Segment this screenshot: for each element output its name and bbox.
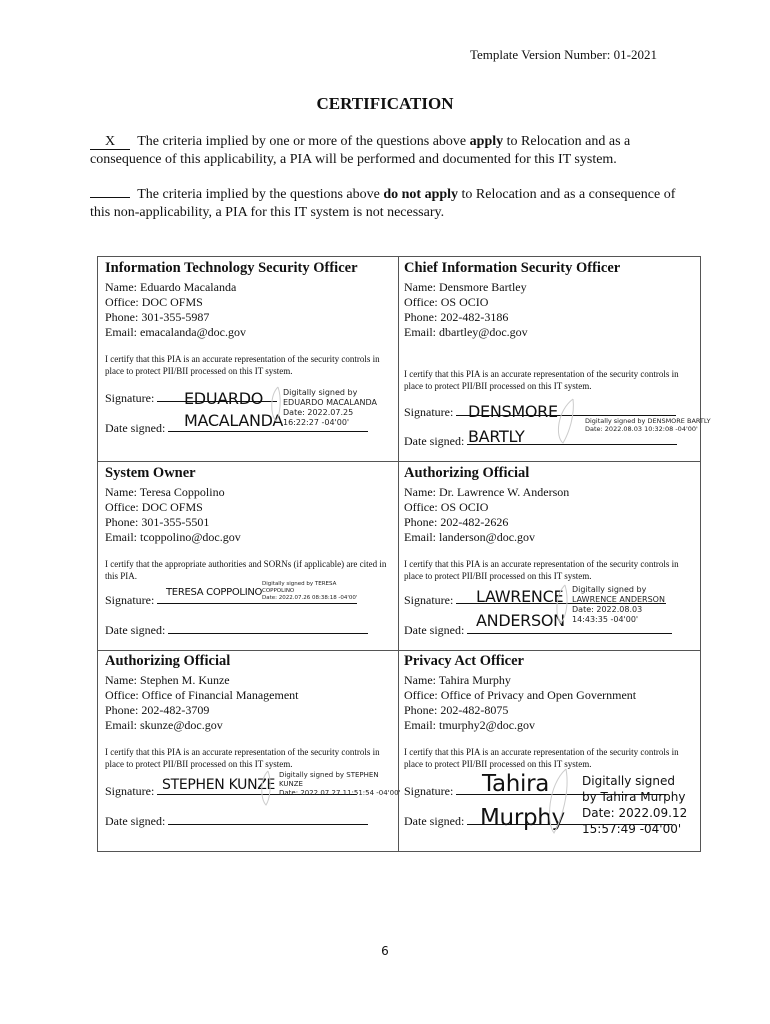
meta-line: Date: 2022.08.03 10:32:08 -04'00' xyxy=(585,425,698,433)
official-email: Email: emacalanda@doc.gov xyxy=(105,325,246,339)
date-line xyxy=(105,814,368,829)
meta-line: Digitally signed by TERESA xyxy=(262,581,337,587)
cell-it-security-officer xyxy=(105,260,401,377)
official-phone: Phone: 301-355-5987 xyxy=(105,310,210,324)
digital-signature-meta xyxy=(283,388,377,428)
signature-label: Signature: xyxy=(404,784,454,798)
meta-line: 15:57:49 -04'00' xyxy=(582,822,682,836)
official-email: Email: tmurphy2@doc.gov xyxy=(404,718,536,732)
meta-line: KUNZE xyxy=(279,780,303,788)
role-title: System Owner xyxy=(105,465,196,481)
meta-line: Date: 2022.09.12 xyxy=(582,806,688,820)
date-label: Date signed: xyxy=(105,814,166,828)
signature-mark-icon xyxy=(258,769,278,809)
meta-line: Date: 2022.07.27 11:51:54 -04'00' xyxy=(279,789,401,797)
criteria-not-apply-text-before: The criteria implied by the questions above xyxy=(134,187,384,202)
signature-label: Signature: xyxy=(105,784,155,798)
signature-name-line1: EDUARDO xyxy=(184,389,264,408)
official-email: Email: tcoppolino@doc.gov xyxy=(105,530,241,544)
role-title: Information Technology Security Officer xyxy=(105,260,358,276)
date-label: Date signed: xyxy=(105,623,166,637)
signature-name-line2: ANDERSON xyxy=(476,611,565,630)
date-line xyxy=(105,623,368,638)
signature-label: Signature: xyxy=(404,405,454,419)
date-underline xyxy=(168,623,368,634)
signature-name-line2: MACALANDA xyxy=(184,411,284,430)
signature-name-line2: Murphy xyxy=(480,805,565,831)
date-label: Date signed: xyxy=(105,421,166,435)
official-name: Name: Dr. Lawrence W. Anderson xyxy=(404,485,570,499)
signature-mark-icon xyxy=(544,767,574,837)
meta-line: Digitally signed xyxy=(582,774,675,788)
meta-line: Digitally signed by DENSMORE BARTLY xyxy=(585,417,711,425)
criteria-not-apply-mark xyxy=(90,197,130,198)
cell-privacy-act-officer xyxy=(404,653,700,770)
digital-signature-meta xyxy=(572,585,665,625)
digital-signature-meta xyxy=(279,771,400,798)
certification-statement: I certify that this PIA is an accurate representation of the security controls in place to protect PII/BII processed on this IT system. xyxy=(404,559,679,581)
grid-divider-row-1 xyxy=(98,461,700,462)
meta-line: LAWRENCE ANDERSON xyxy=(572,595,665,604)
cell-authorizing-official-anderson xyxy=(404,465,700,582)
criteria-not-apply-bold: do not apply xyxy=(383,187,459,202)
official-name: Name: Eduardo Macalanda xyxy=(105,280,237,294)
meta-line: COPPOLINO xyxy=(262,588,295,594)
official-name: Name: Teresa Coppolino xyxy=(105,485,225,499)
date-underline xyxy=(168,814,368,825)
meta-line: Date: 2022.08.03 xyxy=(572,605,643,614)
digital-signature-meta xyxy=(585,417,711,433)
official-phone: Phone: 202-482-2626 xyxy=(404,515,509,529)
cell-chief-information-security-officer xyxy=(404,260,700,392)
digital-signature-meta xyxy=(262,581,357,602)
meta-line: by Tahira Murphy xyxy=(582,790,686,804)
signature-name-line1: STEPHEN KUNZE xyxy=(162,777,276,793)
criteria-apply-text-before: The criteria implied by one or more of the questions above xyxy=(134,134,470,149)
date-line xyxy=(404,434,677,449)
official-email: Email: skunze@doc.gov xyxy=(105,718,223,732)
certification-statement: I certify that this PIA is an accurate representation of the security controls in place to protect PII/BII processed on this IT system. xyxy=(105,747,380,769)
signature-name-line1: TERESA COPPOLINO xyxy=(166,587,263,598)
official-office: Office: OS OCIO xyxy=(404,500,489,514)
official-email: Email: landerson@doc.gov xyxy=(404,530,536,544)
criteria-not-apply-text-after: to Relocation and as a consequence of this non-applicability, a PIA for this IT system is not necessary. xyxy=(90,187,676,220)
criteria-apply-mark: X xyxy=(90,135,130,150)
official-name: Name: Stephen M. Kunze xyxy=(105,673,230,687)
date-label: Date signed: xyxy=(404,434,465,448)
official-phone: Phone: 202-482-3186 xyxy=(404,310,509,324)
official-office: Office: DOC OFMS xyxy=(105,500,203,514)
meta-line: Digitally signed by xyxy=(283,388,358,397)
page-title: CERTIFICATION xyxy=(316,94,454,113)
signature-mark-icon xyxy=(553,583,573,627)
criteria-apply-bold: apply xyxy=(469,134,504,149)
signature-name-line2: BARTLY xyxy=(468,427,525,446)
certification-statement: I certify that this PIA is an accurate representation of the security controls in place to protect PII/BII processed on this IT system. xyxy=(105,354,380,376)
role-title: Authorizing Official xyxy=(105,653,231,669)
role-title: Chief Information Security Officer xyxy=(404,260,621,276)
official-office: Office: DOC OFMS xyxy=(105,295,203,309)
certification-statement: I certify that this PIA is an accurate representation of the security controls in place to protect PII/BII processed on this IT system. xyxy=(404,369,679,391)
criteria-not-apply xyxy=(90,186,690,222)
official-email: Email: dbartley@doc.gov xyxy=(404,325,528,339)
meta-line: 16:22:27 -04'00' xyxy=(283,418,350,427)
official-phone: Phone: 202-482-3709 xyxy=(105,703,210,717)
digital-signature-meta xyxy=(582,773,687,837)
date-label: Date signed: xyxy=(404,814,465,828)
official-phone: Phone: 301-355-5501 xyxy=(105,515,210,529)
role-title: Authorizing Official xyxy=(404,465,530,481)
signature-name-line1: DENSMORE xyxy=(468,402,558,421)
meta-line: 14:43:35 -04'00' xyxy=(572,615,639,624)
meta-line: EDUARDO MACALANDA xyxy=(283,398,377,407)
signature-label: Signature: xyxy=(105,593,155,607)
official-phone: Phone: 202-482-8075 xyxy=(404,703,509,717)
cell-system-owner xyxy=(105,465,401,582)
official-office: Office: OS OCIO xyxy=(404,295,489,309)
official-name: Name: Tahira Murphy xyxy=(404,673,511,687)
meta-line: Date: 2022.07.25 xyxy=(283,408,354,417)
signature-name-line1: LAWRENCE xyxy=(476,587,564,606)
signature-grid xyxy=(97,256,711,852)
official-name: Name: Densmore Bartley xyxy=(404,280,527,294)
grid-divider-row-2 xyxy=(98,650,700,651)
signature-label: Signature: xyxy=(404,593,454,607)
signature-label: Signature: xyxy=(105,391,155,405)
page-number: 6 xyxy=(381,944,389,958)
signature-mark-icon xyxy=(553,397,583,447)
official-office: Office: Office of Privacy and Open Government xyxy=(404,688,637,702)
meta-line: Digitally signed by xyxy=(572,585,647,594)
certification-statement: I certify that the appropriate authorities and SORNs (if applicable) are cited in this PIA. xyxy=(105,559,387,581)
signature-name-line1: Tahira xyxy=(482,771,550,797)
criteria-apply xyxy=(90,133,690,169)
meta-line: Date: 2022.07.26 08:38:18 -04'00' xyxy=(262,595,358,601)
role-title: Privacy Act Officer xyxy=(404,653,524,669)
official-office: Office: Office of Financial Management xyxy=(105,688,299,702)
cell-authorizing-official-kunze xyxy=(105,653,401,770)
date-label: Date signed: xyxy=(404,623,465,637)
criteria-apply-text-after: to Relocation and as a consequence of this applicability, a PIA will be performed and documented for this IT system. xyxy=(90,134,631,167)
template-version: Template Version Number: 01-2021 xyxy=(470,47,657,62)
meta-line: Digitally signed by STEPHEN xyxy=(279,771,379,779)
certification-statement: I certify that this PIA is an accurate representation of the security controls in place to protect PII/BII processed on this IT system. xyxy=(404,747,679,769)
